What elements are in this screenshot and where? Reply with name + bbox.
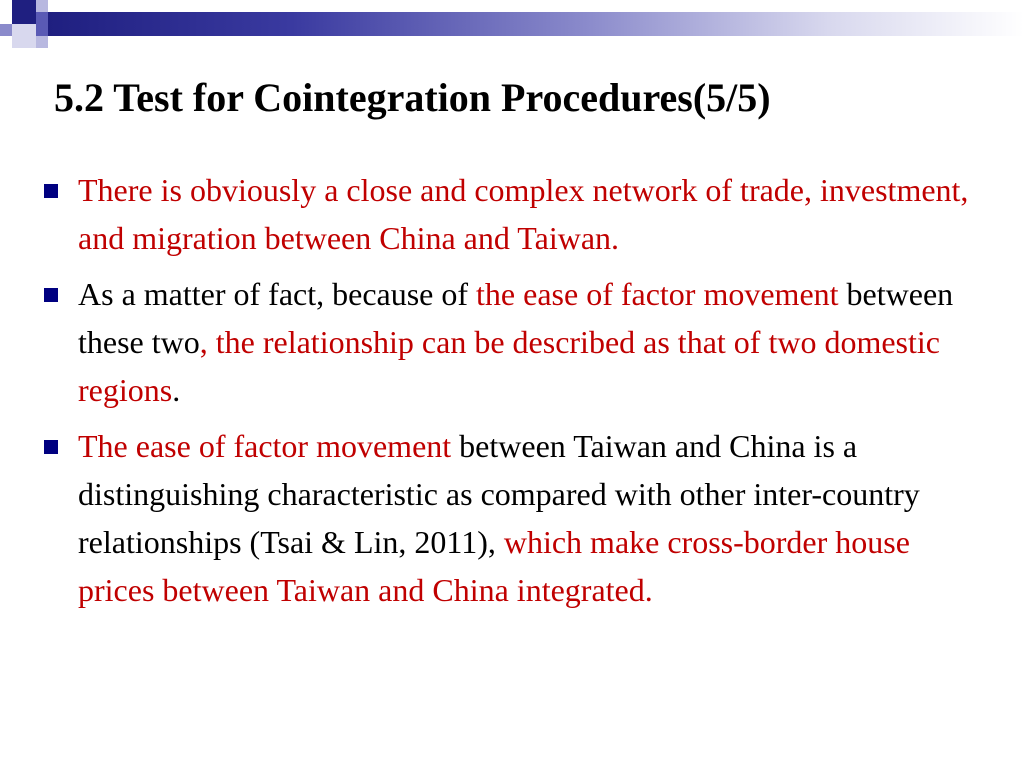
square-bullet-icon: [44, 184, 58, 198]
bullet-text-highlight: which make cross-border house prices between Taiwan and China integrated.: [78, 524, 910, 608]
bullet-text-highlight: the ease of factor movement: [476, 276, 839, 312]
bullet-text: .: [172, 372, 181, 408]
square-bullet-icon: [44, 440, 58, 454]
decor-square-light: [36, 0, 48, 12]
bullet-text: As a matter of fact, because of: [78, 276, 477, 312]
header-gradient-bar: [48, 12, 1024, 36]
bullet-text-highlight: The ease of factor movement: [78, 428, 452, 464]
bullet-item-2: [44, 270, 994, 414]
decor-square-small: [36, 36, 48, 48]
slide-header-decoration: [0, 0, 1024, 48]
decor-square-pale: [12, 24, 36, 48]
bullet-text: There is obviously a close and complex network of trade, investment, and migration between China and Taiwan.: [78, 172, 969, 256]
bullet-item-3: [44, 422, 994, 614]
bullet-text: between Taiwan and China is a distinguishing characteristic as compared with other inter-country relationships (Tsai & Lin, 2011),: [78, 428, 920, 560]
slide-title: 5.2 Test for Cointegration Procedures(5/5): [54, 75, 771, 120]
decor-square-blue: [36, 12, 48, 36]
decor-square-navy: [12, 0, 36, 24]
bullet-text-highlight: , the relationship can be described as that of two domestic regions: [78, 324, 940, 408]
square-bullet-icon: [44, 288, 58, 302]
bullet-item-1: [44, 166, 994, 262]
bullet-list: [44, 166, 994, 622]
decor-square-mid: [0, 24, 12, 36]
bullet-text: between these two: [78, 276, 954, 360]
